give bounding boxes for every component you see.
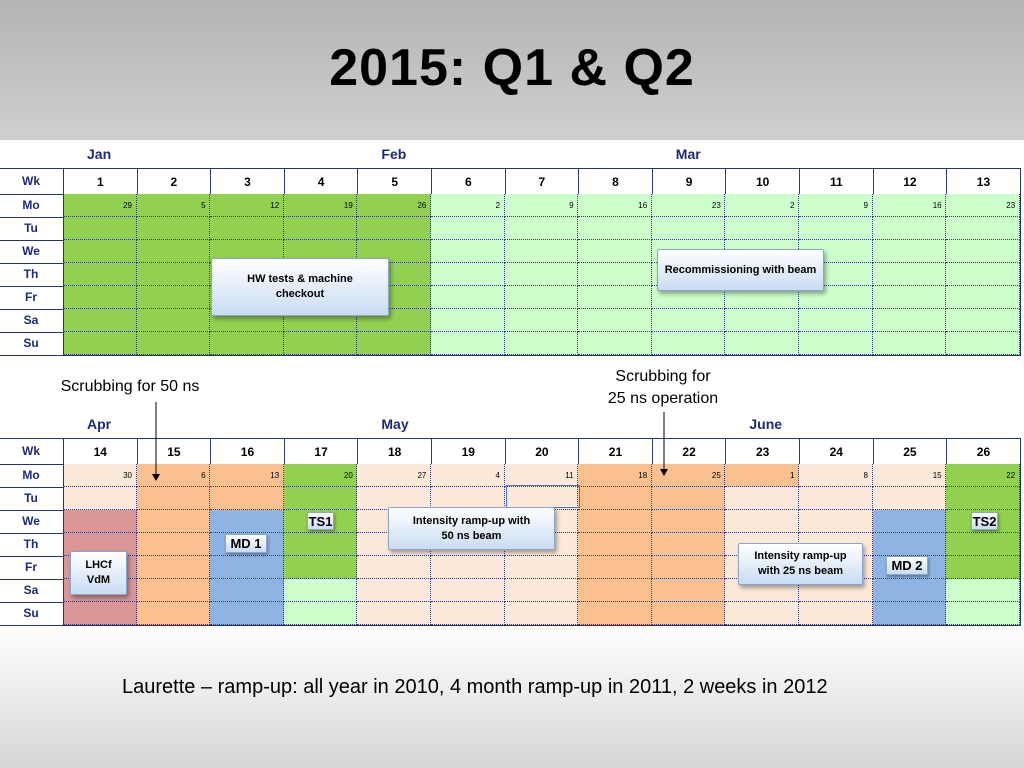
day-cell[interactable] xyxy=(873,240,947,263)
day-cell[interactable] xyxy=(873,579,947,602)
row-divider xyxy=(0,355,63,356)
day-cell[interactable] xyxy=(578,533,652,556)
day-cell[interactable] xyxy=(284,579,358,602)
day-cell[interactable] xyxy=(652,309,726,332)
lhcf-vdm-callout xyxy=(70,551,127,595)
monday-date: 9 xyxy=(569,201,574,210)
monday-date: 29 xyxy=(123,201,132,210)
day-cell[interactable] xyxy=(946,263,1020,286)
day-cell[interactable] xyxy=(578,602,652,625)
day-cell[interactable] xyxy=(652,602,726,625)
day-cell[interactable] xyxy=(652,579,726,602)
day-cell[interactable] xyxy=(284,533,358,556)
day-cell[interactable] xyxy=(873,286,947,309)
day-cell[interactable] xyxy=(137,579,211,602)
day-cell[interactable] xyxy=(137,556,211,579)
day-cell[interactable] xyxy=(725,487,799,510)
day-cell[interactable] xyxy=(873,602,947,625)
md2-tag: MD 2 xyxy=(886,556,928,575)
monday-date: 23 xyxy=(711,201,721,210)
month-label: Apr xyxy=(87,416,112,432)
day-cell[interactable] xyxy=(505,217,579,240)
day-cell[interactable] xyxy=(799,332,873,355)
day-cell[interactable] xyxy=(431,217,505,240)
ramp50-label: Intensity ramp-up with 50 ns beam xyxy=(412,514,531,542)
day-cell[interactable] xyxy=(946,332,1020,355)
ramp25-label: Intensity ramp-up with 25 ns beam xyxy=(754,550,847,577)
recommissioning-label: Recommissioning with beam xyxy=(664,264,817,276)
day-cell[interactable] xyxy=(210,556,284,579)
day-cell[interactable] xyxy=(63,309,137,332)
week-number: 17 xyxy=(284,438,359,464)
day-cell[interactable] xyxy=(946,602,1020,625)
monday-date: 6 xyxy=(201,471,206,480)
day-cell[interactable] xyxy=(284,217,358,240)
day-cell[interactable] xyxy=(431,556,505,579)
day-cell[interactable] xyxy=(210,510,284,533)
day-cell[interactable] xyxy=(63,263,137,286)
monday-date: 1 xyxy=(789,471,795,480)
month-label: June xyxy=(749,416,783,432)
day-cell[interactable] xyxy=(946,533,1020,556)
day-cell[interactable] xyxy=(431,263,505,286)
day-cell[interactable] xyxy=(357,579,431,602)
monday-date: 12 xyxy=(270,201,280,210)
ramp50-callout xyxy=(388,507,555,550)
day-cell[interactable] xyxy=(357,556,431,579)
day-cell[interactable] xyxy=(578,286,652,309)
monday-date: 2 xyxy=(789,201,795,210)
row-label: Mo xyxy=(22,198,40,212)
day-cell[interactable] xyxy=(652,487,726,510)
month-label: Feb xyxy=(381,146,407,162)
month-label: May xyxy=(381,416,409,432)
monday-date: 15 xyxy=(932,471,942,480)
day-cell[interactable] xyxy=(505,602,579,625)
week-number: 13 xyxy=(946,168,1021,194)
day-cell[interactable] xyxy=(652,556,726,579)
row-label: Su xyxy=(23,606,39,620)
day-cell[interactable] xyxy=(284,487,358,510)
monday-date: 13 xyxy=(270,471,280,480)
week-number: 25 xyxy=(873,438,948,464)
hw-tests-label: HW tests & machine checkout xyxy=(247,273,353,300)
day-cell[interactable] xyxy=(652,332,726,355)
row-label: We xyxy=(22,514,40,528)
day-cell[interactable] xyxy=(63,217,137,240)
day-cell[interactable] xyxy=(505,332,579,355)
day-cell[interactable] xyxy=(873,309,947,332)
week-number: 20 xyxy=(505,438,580,464)
day-cell[interactable] xyxy=(431,240,505,263)
week-number: 10 xyxy=(725,168,800,194)
month-label: Jan xyxy=(87,146,112,162)
monday-date: 9 xyxy=(863,201,868,210)
day-cell[interactable] xyxy=(137,309,211,332)
week-number: 14 xyxy=(63,438,138,464)
day-cell[interactable] xyxy=(873,533,947,556)
day-cell[interactable] xyxy=(873,332,947,355)
day-cell[interactable] xyxy=(578,579,652,602)
week-number: 16 xyxy=(210,438,285,464)
row-label: Fr xyxy=(25,290,37,304)
day-cell[interactable] xyxy=(799,487,873,510)
day-cell[interactable] xyxy=(137,217,211,240)
day-cell[interactable] xyxy=(578,332,652,355)
row-divider xyxy=(0,168,63,169)
day-cell[interactable] xyxy=(725,309,799,332)
day-cell[interactable] xyxy=(799,510,873,533)
day-cell[interactable] xyxy=(873,263,947,286)
day-cell[interactable] xyxy=(725,510,799,533)
day-cell[interactable] xyxy=(137,332,211,355)
monday-date: 26 xyxy=(417,201,427,210)
day-cell[interactable] xyxy=(357,332,431,355)
monday-date: 11 xyxy=(565,471,574,480)
monday-date: 16 xyxy=(638,201,648,210)
row-label: Th xyxy=(23,267,39,281)
monday-date: 20 xyxy=(343,471,353,480)
day-cell[interactable] xyxy=(431,602,505,625)
day-cell[interactable] xyxy=(63,602,137,625)
day-cell[interactable] xyxy=(210,487,284,510)
row-label: Tu xyxy=(24,491,38,505)
day-cell[interactable] xyxy=(505,556,579,579)
calendar-q1 xyxy=(0,140,1024,356)
week-number: 7 xyxy=(505,168,580,194)
md1-tag: MD 1 xyxy=(225,534,267,553)
day-cell[interactable] xyxy=(946,286,1020,309)
day-cell[interactable] xyxy=(137,602,211,625)
day-cell[interactable] xyxy=(799,217,873,240)
week-number: 8 xyxy=(578,168,653,194)
week-number: 2 xyxy=(137,168,212,194)
day-cell[interactable] xyxy=(284,556,358,579)
monday-date: 2 xyxy=(495,201,500,210)
row-divider xyxy=(0,438,63,439)
scrubbing-25ns-line1: Scrubbing for xyxy=(615,368,711,385)
row-label: Wk xyxy=(22,174,40,188)
day-cell[interactable] xyxy=(578,217,652,240)
row-label: We xyxy=(22,244,40,258)
day-cell[interactable] xyxy=(652,510,726,533)
day-cell[interactable] xyxy=(725,602,799,625)
day-cell[interactable] xyxy=(799,602,873,625)
day-cell[interactable] xyxy=(578,510,652,533)
day-cell[interactable] xyxy=(652,533,726,556)
monday-date: 8 xyxy=(863,471,868,480)
day-cell[interactable] xyxy=(946,240,1020,263)
week-number: 15 xyxy=(137,438,212,464)
monday-date: 30 xyxy=(123,471,132,480)
week-number: 3 xyxy=(210,168,285,194)
week-number: 19 xyxy=(431,438,506,464)
day-cell[interactable] xyxy=(137,240,211,263)
row-label: Su xyxy=(23,336,39,350)
monday-date: 16 xyxy=(932,201,942,210)
day-cell[interactable] xyxy=(137,263,211,286)
day-cell[interactable] xyxy=(63,286,137,309)
month-label: Mar xyxy=(675,146,701,162)
day-cell[interactable] xyxy=(63,332,137,355)
week-number: 4 xyxy=(284,168,359,194)
day-cell[interactable] xyxy=(431,579,505,602)
row-label: Fr xyxy=(25,560,37,574)
day-cell[interactable] xyxy=(873,510,947,533)
week-number: 21 xyxy=(578,438,653,464)
day-cell[interactable] xyxy=(357,217,431,240)
day-cell[interactable] xyxy=(578,309,652,332)
monday-date: 23 xyxy=(1006,201,1016,210)
week-number: 12 xyxy=(873,168,948,194)
day-cell[interactable] xyxy=(505,579,579,602)
day-cell[interactable] xyxy=(505,286,579,309)
week-number: 9 xyxy=(652,168,727,194)
week-number: 18 xyxy=(357,438,432,464)
day-cell[interactable] xyxy=(137,487,211,510)
day-cell[interactable] xyxy=(210,332,284,355)
monday-date: 19 xyxy=(343,201,353,210)
day-cell[interactable] xyxy=(505,309,579,332)
row-divider xyxy=(0,625,63,626)
monday-date: 4 xyxy=(495,471,500,480)
day-cell[interactable] xyxy=(63,240,137,263)
day-cell[interactable] xyxy=(652,217,726,240)
hw-tests-callout xyxy=(211,258,389,316)
week-number: 1 xyxy=(63,168,138,194)
day-cell[interactable] xyxy=(210,217,284,240)
day-cell[interactable] xyxy=(946,309,1020,332)
monday-date: 18 xyxy=(638,471,648,480)
row-label: Sa xyxy=(23,583,39,597)
day-cell[interactable] xyxy=(137,286,211,309)
scrubbing-25ns-annotation xyxy=(588,366,738,410)
day-cell[interactable] xyxy=(946,487,1020,510)
row-label: Mo xyxy=(22,468,40,482)
week-number: 22 xyxy=(652,438,727,464)
ts1-tag: TS1 xyxy=(308,514,333,529)
monday-date: 25 xyxy=(711,471,721,480)
day-cell[interactable] xyxy=(137,533,211,556)
slide-title: 2015: Q1 & Q2 xyxy=(329,39,695,97)
day-cell[interactable] xyxy=(505,240,579,263)
day-cell[interactable] xyxy=(725,332,799,355)
recommissioning-callout xyxy=(657,249,824,291)
footer-note: Laurette – ramp-up: all year in 2010, 4 month ramp-up in 2011, 2 weeks in 2012 xyxy=(122,676,828,698)
day-cell[interactable] xyxy=(431,332,505,355)
row-label: Th xyxy=(23,537,39,551)
day-cell[interactable] xyxy=(873,487,947,510)
day-cell[interactable] xyxy=(578,263,652,286)
day-cell[interactable] xyxy=(210,602,284,625)
day-cell[interactable] xyxy=(284,602,358,625)
day-cell[interactable] xyxy=(431,286,505,309)
ts2-tag: TS2 xyxy=(972,514,997,529)
day-cell[interactable] xyxy=(63,487,137,510)
week-number: 11 xyxy=(799,168,874,194)
monday-date: 27 xyxy=(417,471,427,480)
day-cell[interactable] xyxy=(873,217,947,240)
day-cell[interactable] xyxy=(578,487,652,510)
day-cell[interactable] xyxy=(946,556,1020,579)
day-cell[interactable] xyxy=(137,510,211,533)
day-cell[interactable] xyxy=(578,556,652,579)
row-label: Tu xyxy=(24,221,38,235)
scrubbing-50ns-annotation: Scrubbing for 50 ns xyxy=(60,378,200,395)
week-number: 6 xyxy=(431,168,506,194)
day-cell[interactable] xyxy=(946,579,1020,602)
day-cell[interactable] xyxy=(946,217,1020,240)
day-cell[interactable] xyxy=(431,309,505,332)
day-cell[interactable] xyxy=(357,602,431,625)
day-cell[interactable] xyxy=(284,332,358,355)
row-label: Wk xyxy=(22,444,40,458)
day-cell[interactable] xyxy=(210,579,284,602)
monday-date: 22 xyxy=(1006,471,1016,480)
day-cell[interactable] xyxy=(505,263,579,286)
ramp25-callout xyxy=(738,543,863,585)
day-cell[interactable] xyxy=(63,510,137,533)
day-cell[interactable] xyxy=(725,217,799,240)
lhcf-vdm-label: LHCf VdM xyxy=(85,559,112,586)
week-number: 26 xyxy=(946,438,1021,464)
week-number: 23 xyxy=(725,438,800,464)
monday-date: 5 xyxy=(201,201,206,210)
day-cell[interactable] xyxy=(578,240,652,263)
day-cell[interactable] xyxy=(799,309,873,332)
scrubbing-25ns-line2: 25 ns operation xyxy=(607,390,719,407)
row-label: Sa xyxy=(23,313,39,327)
week-number: 5 xyxy=(357,168,432,194)
week-number: 24 xyxy=(799,438,874,464)
